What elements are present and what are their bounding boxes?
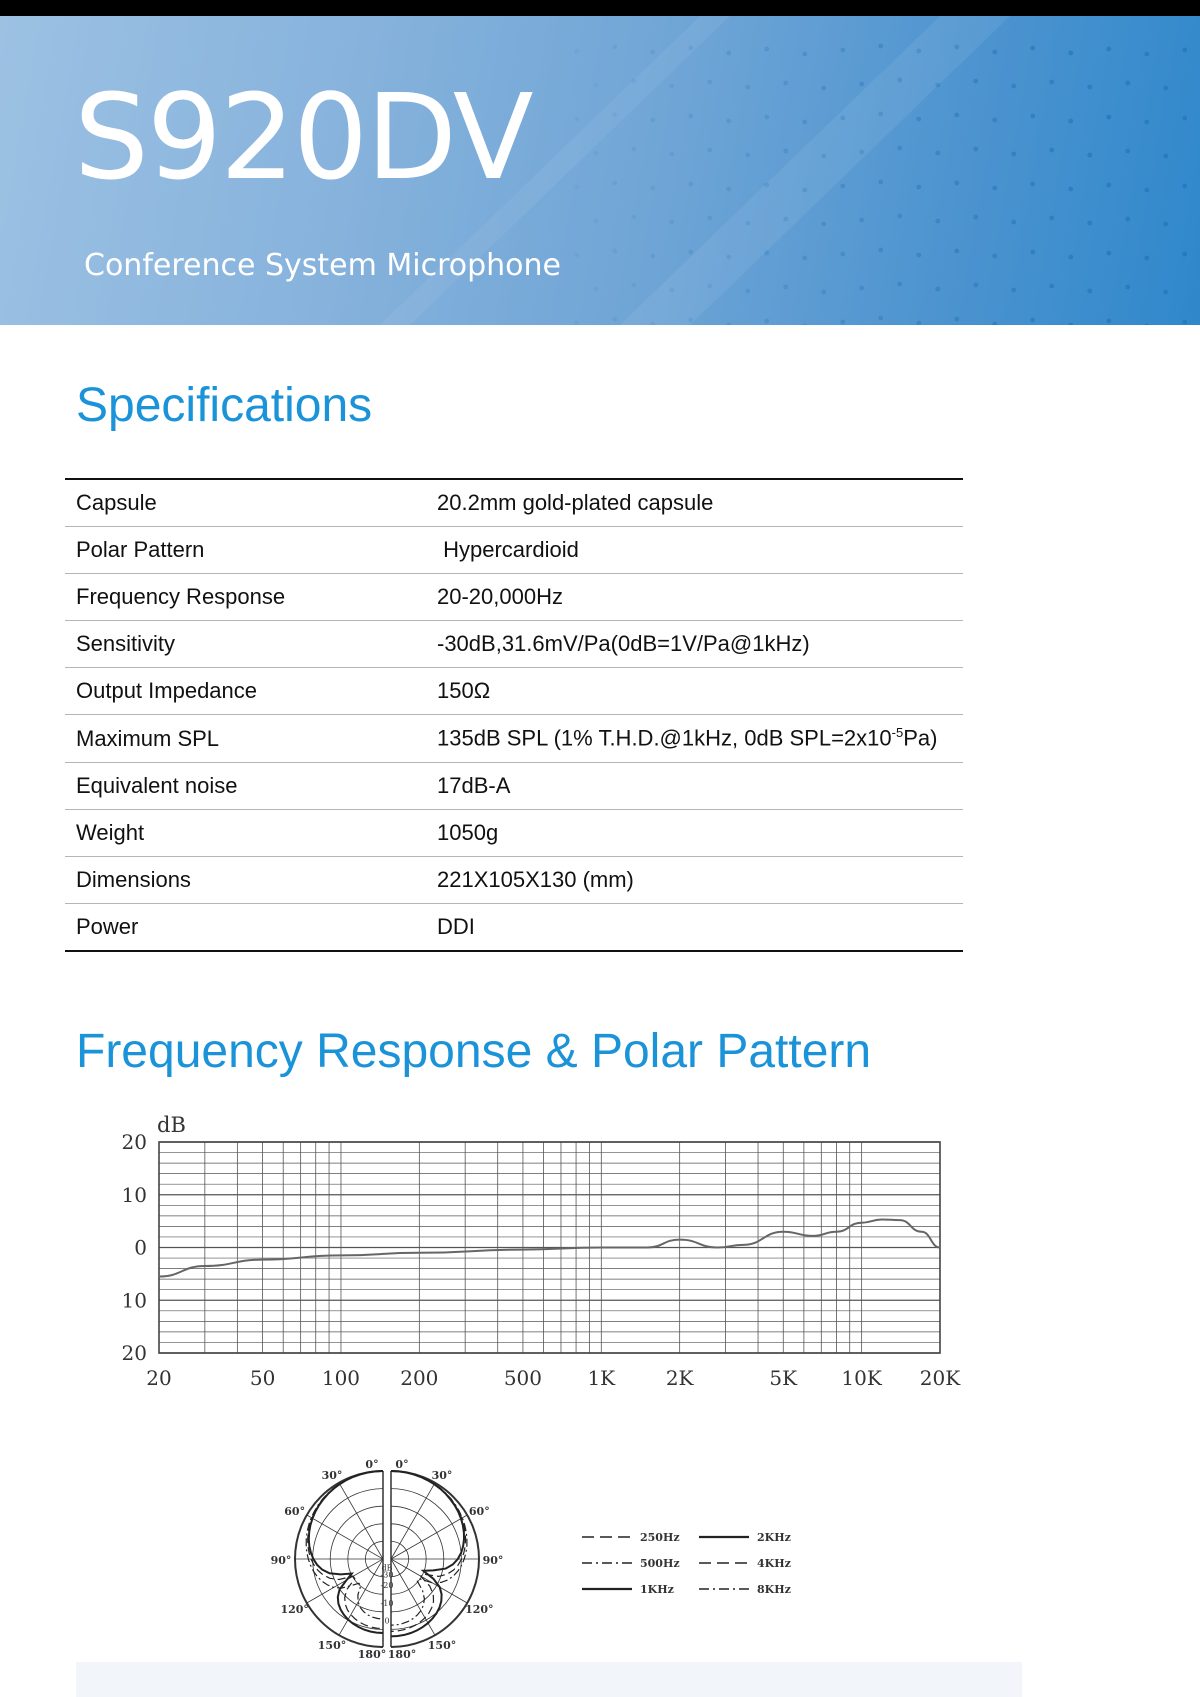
polar-pattern-chart <box>271 1458 504 1661</box>
spec-value: 150Ω <box>437 668 963 715</box>
legend-label: 2KHz <box>757 1531 791 1544</box>
spec-label: Sensitivity <box>65 621 437 668</box>
spec-label: Power <box>65 904 437 951</box>
freq-y-tick-label: 0 <box>134 1235 147 1260</box>
spec-value: 20-20,000Hz <box>437 573 963 620</box>
polar-angle-label: 90° <box>270 1554 292 1567</box>
footer-band <box>76 1662 1022 1697</box>
polar-radial-label: 0 <box>384 1616 390 1626</box>
freq-y-tick-label: 10 <box>121 1288 147 1313</box>
legend-label: 4KHz <box>757 1557 791 1570</box>
polar-angle-label: 120° <box>280 1603 309 1616</box>
polar-curve <box>308 1471 383 1629</box>
frequency-response-chart <box>122 1113 962 1390</box>
legend-label: 250Hz <box>640 1531 680 1544</box>
freq-x-tick-label: 10K <box>841 1366 882 1390</box>
freq-x-tick-label: 200 <box>400 1366 439 1390</box>
freq-y-axis-label: dB <box>157 1113 186 1137</box>
polar-pattern-legend <box>582 1531 791 1596</box>
spec-label: Frequency Response <box>65 573 437 620</box>
freq-grid <box>159 1142 940 1353</box>
polar-angle-label: 30° <box>321 1469 343 1483</box>
spec-value: 17dB-A <box>437 762 963 809</box>
spec-value: DDI <box>437 904 963 951</box>
polar-angle-label: 120° <box>465 1603 494 1616</box>
freq-x-tick-label: 1K <box>587 1366 616 1390</box>
polar-angle-label: 60° <box>284 1505 306 1518</box>
spec-value-exponent: -5 <box>891 725 904 741</box>
frequency-polar-heading: Frequency Response & Polar Pattern <box>76 1025 872 1078</box>
spec-label: Equivalent noise <box>65 762 437 809</box>
polar-angle-label: 0° <box>395 1458 409 1471</box>
polar-angle-label: 60° <box>468 1505 490 1518</box>
spec-value-unit: Pa) <box>903 725 938 751</box>
polar-angle-label: 150° <box>317 1638 347 1652</box>
spec-value: 1050g <box>437 809 963 856</box>
freq-x-tick-label: 100 <box>321 1366 361 1390</box>
polar-radial-label: -20 <box>380 1581 394 1591</box>
spec-label: Maximum SPL <box>65 715 437 762</box>
polar-angle-label: 90° <box>482 1554 504 1567</box>
legend-label: 8KHz <box>757 1583 791 1596</box>
spec-label: Output Impedance <box>65 668 437 715</box>
freq-x-tick-label: 50 <box>249 1366 276 1390</box>
legend-label: 1KHz <box>640 1583 674 1596</box>
polar-radial-label: dB <box>381 1563 393 1573</box>
polar-radial-label: -30 <box>380 1570 394 1580</box>
polar-angle-label: 30° <box>431 1469 453 1483</box>
spec-label: Weight <box>65 809 437 856</box>
product-title: S920DV <box>74 68 532 206</box>
freq-x-tick-label: 2K <box>665 1366 694 1390</box>
freq-y-tick-label: 20 <box>121 1341 147 1365</box>
legend-label: 500Hz <box>640 1557 680 1570</box>
polar-angle-label: 180° <box>387 1648 417 1661</box>
product-subtitle: Conference System Microphone <box>84 248 561 283</box>
polar-angle-label: 0° <box>365 1458 379 1471</box>
freq-y-tick-label: 10 <box>121 1182 147 1207</box>
polar-radial-label: -10 <box>380 1598 394 1608</box>
freq-x-tick-label: 20 <box>146 1366 172 1390</box>
freq-x-tick-label: 500 <box>503 1366 543 1390</box>
spec-label: Capsule <box>65 479 437 526</box>
specifications-heading: Specifications <box>76 379 373 432</box>
spec-value: Hypercardioid <box>437 526 963 573</box>
spec-label: Polar Pattern <box>65 526 437 573</box>
freq-y-tick-label: 20 <box>121 1130 147 1154</box>
spec-value-main: 135dB SPL (1% T.H.D.@1kHz, 0dB SPL=2x10 <box>437 725 892 751</box>
spec-label: Dimensions <box>65 857 437 904</box>
polar-angle-label: 180° <box>357 1648 387 1661</box>
spec-value: -30dB,31.6mV/Pa(0dB=1V/Pa@1kHz) <box>437 621 963 668</box>
polar-grid-right <box>391 1471 479 1647</box>
spec-value: 221X105X130 (mm) <box>437 857 963 904</box>
polar-angle-label: 150° <box>427 1638 457 1652</box>
freq-x-tick-label: 5K <box>769 1366 798 1390</box>
spec-value: 20.2mm gold-plated capsule <box>437 479 963 526</box>
freq-x-tick-label: 20K <box>919 1366 961 1390</box>
polar-curve <box>391 1471 467 1625</box>
